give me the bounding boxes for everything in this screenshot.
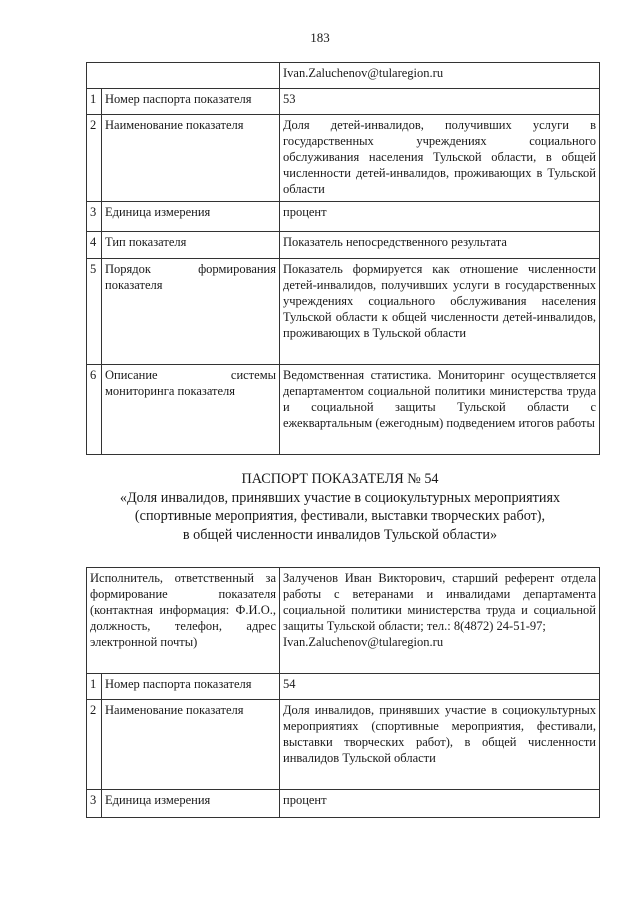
- passport-subtitle-line: (спортивные мероприятия, фестивали, выставки творческих работ),: [134, 508, 546, 524]
- row-number: 2: [87, 700, 102, 790]
- empty-cell: [87, 63, 280, 89]
- table-row: [87, 568, 600, 674]
- passport-title: ПАСПОРТ ПОКАЗАТЕЛЯ № 54: [241, 471, 439, 487]
- row-value: Ведомственная статистика. Мониторинг осуществляется департаментом социальной политики министерства труда и социальной защиты Тульской области с ежеквартальным (ежегодным) подведением итогов работы: [280, 365, 600, 455]
- passport-subtitle-line: «Доля инвалидов, принявших участие в социокультурных мероприятиях: [119, 489, 561, 506]
- passport-table-54: [86, 567, 600, 818]
- row-value: Показатель непосредственного результата: [280, 232, 600, 259]
- executor-email: Ivan.Zaluchenov@tularegion.ru: [283, 635, 444, 649]
- row-number: 6: [87, 365, 102, 455]
- executor-label: Исполнитель, ответственный за формирование показателя (контактная информация: Ф.И.О., должность, телефон, адрес электронной почты): [87, 568, 280, 674]
- row-label: Порядок формирования показателя: [102, 259, 280, 365]
- row-number: 3: [87, 790, 102, 818]
- table-row: [87, 259, 600, 365]
- row-label: Номер паспорта показателя: [102, 89, 280, 115]
- row-number: 5: [87, 259, 102, 365]
- row-label: Номер паспорта показателя: [102, 674, 280, 700]
- row-label: Описание системы мониторинга показателя: [102, 365, 280, 455]
- email-value: Ivan.Zaluchenov@tularegion.ru: [280, 63, 600, 89]
- row-label: Наименование показателя: [102, 115, 280, 202]
- table-row: [87, 674, 600, 700]
- page-number: 183: [310, 30, 330, 45]
- table-row: [87, 89, 600, 115]
- row-label: Единица измерения: [102, 202, 280, 232]
- row-value: процент: [280, 202, 600, 232]
- row-value: Доля детей-инвалидов, получивших услуги в государственных учреждениях социального обслуживания населения Тульской области, в общей численности детей-инвалидов, проживающих в Тульской области: [280, 115, 600, 202]
- passport-table-53: [86, 62, 600, 455]
- row-number: 2: [87, 115, 102, 202]
- row-value: Показатель формируется как отношение численности детей-инвалидов, получивших услуги в государственных учреждениях социального обслуживания населения Тульской области к общей численности детей-инвалидов, проживающих в Тульской области: [280, 259, 600, 365]
- table-row: [87, 365, 600, 455]
- row-number: 1: [87, 89, 102, 115]
- passport-heading: [70, 470, 610, 544]
- table-row: [87, 232, 600, 259]
- row-value: 54: [280, 674, 600, 700]
- passport-subtitle-line: в общей численности инвалидов Тульской области»: [182, 526, 498, 543]
- row-value: Доля инвалидов, принявших участие в социокультурных мероприятиях (спортивные мероприятия, фестивали, выставки творческих работ), в общей численности инвалидов Тульской области: [280, 700, 600, 790]
- executor-value: [280, 568, 600, 674]
- row-value: процент: [280, 790, 600, 818]
- table-row: [87, 202, 600, 232]
- table-row: [87, 790, 600, 818]
- row-value: 53: [280, 89, 600, 115]
- row-number: 1: [87, 674, 102, 700]
- table-row: [87, 63, 600, 89]
- row-number: 4: [87, 232, 102, 259]
- executor-text: Залученов Иван Викторович, старший референт отдела работы с ветеранами и инвалидами департамента социальной политики министерства труда и социальной защиты Тульской области; тел.: 8(4872) 24-51-97;: [283, 571, 596, 633]
- row-label: Тип показателя: [102, 232, 280, 259]
- row-label: Наименование показателя: [102, 700, 280, 790]
- table-row: [87, 115, 600, 202]
- row-number: 3: [87, 202, 102, 232]
- table-row: [87, 700, 600, 790]
- row-label: Единица измерения: [102, 790, 280, 818]
